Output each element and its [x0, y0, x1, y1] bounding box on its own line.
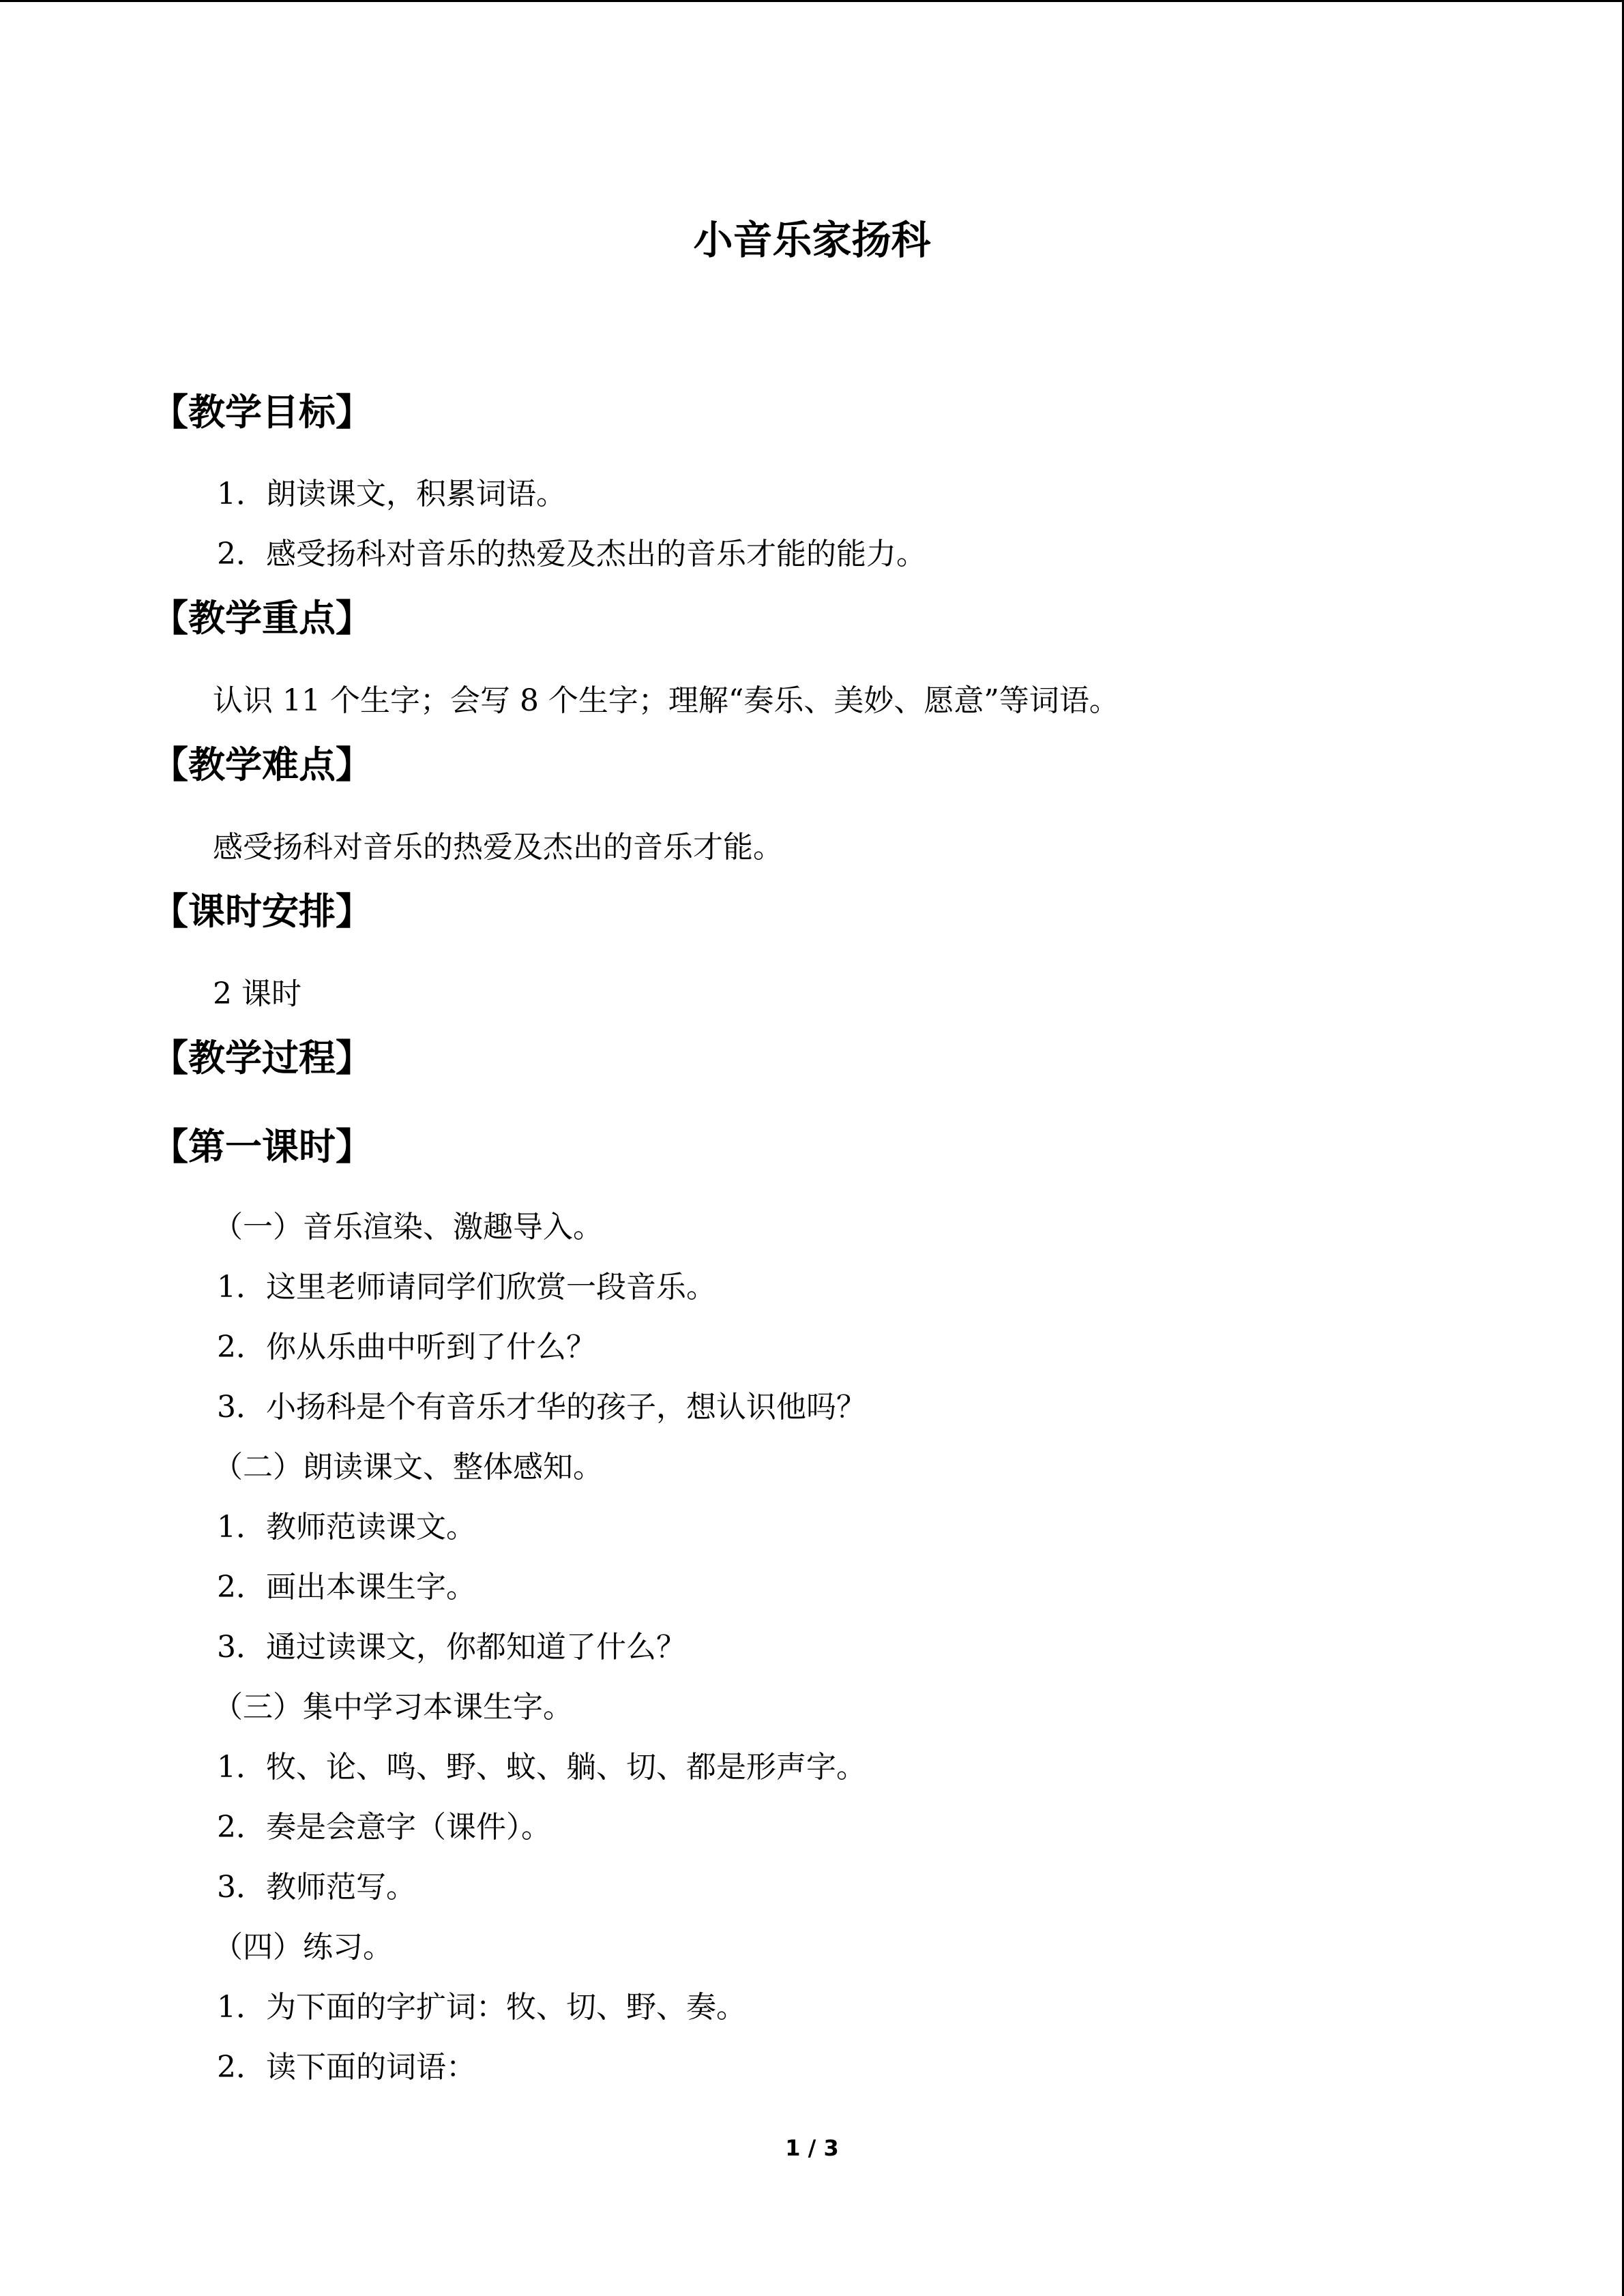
- objective-item-2: 2．感受扬科对音乐的热爱及杰出的音乐才能的能力。: [217, 537, 926, 571]
- heading-difficulties: 【教学难点】: [151, 743, 372, 786]
- heading-key-points: 【教学重点】: [151, 597, 372, 640]
- heading-objectives: 【教学目标】: [151, 391, 372, 434]
- page-number: 1 / 3: [785, 2135, 839, 2161]
- part-4-item-2: 2．读下面的词语：: [217, 2050, 476, 2085]
- part-4-title: （四）练习。: [213, 1930, 393, 1965]
- part-3-item-2: 2．奏是会意字（课件）。: [217, 1810, 551, 1845]
- part-1-item-2: 2．你从乐曲中听到了什么？: [217, 1330, 596, 1365]
- objective-item-1: 1．朗读课文，积累词语。: [217, 477, 566, 511]
- part-4-item-1: 1．为下面的字扩词：牧、切、野、奏。: [217, 1990, 746, 2025]
- part-1-item-1: 1．这里老师请同学们欣赏一段音乐。: [217, 1270, 716, 1304]
- heading-lesson-1: 【第一课时】: [151, 1125, 372, 1168]
- part-1-title: （一）音乐渲染、激趣导入。: [213, 1210, 603, 1244]
- part-2-item-2: 2．画出本课生字。: [217, 1570, 476, 1605]
- part-3-item-1: 1．牧、论、鸣、野、蚊、躺、切、都是形声字。: [217, 1750, 866, 1785]
- heading-process: 【教学过程】: [151, 1037, 372, 1079]
- page-top-border: [0, 0, 1624, 2]
- key-points-text: 认识 11 个生字；会写 8 个生字；理解“奏乐、美妙、愿意”等词语。: [213, 683, 1119, 718]
- heading-schedule: 【课时安排】: [151, 890, 372, 933]
- part-2-title: （二）朗读课文、整体感知。: [213, 1450, 603, 1485]
- part-1-item-3: 3．小扬科是个有音乐才华的孩子，想认识他吗？: [217, 1390, 866, 1425]
- document-title: 小音乐家扬科: [693, 217, 931, 263]
- part-2-item-1: 1．教师范读课文。: [217, 1510, 476, 1545]
- part-2-item-3: 3．通过读课文，你都知道了什么？: [217, 1630, 686, 1665]
- part-3-title: （三）集中学习本课生字。: [213, 1690, 573, 1725]
- schedule-text: 2 课时: [213, 976, 301, 1011]
- part-3-item-3: 3．教师范写。: [217, 1870, 416, 1905]
- difficulties-text: 感受扬科对音乐的热爱及杰出的音乐才能。: [213, 830, 783, 865]
